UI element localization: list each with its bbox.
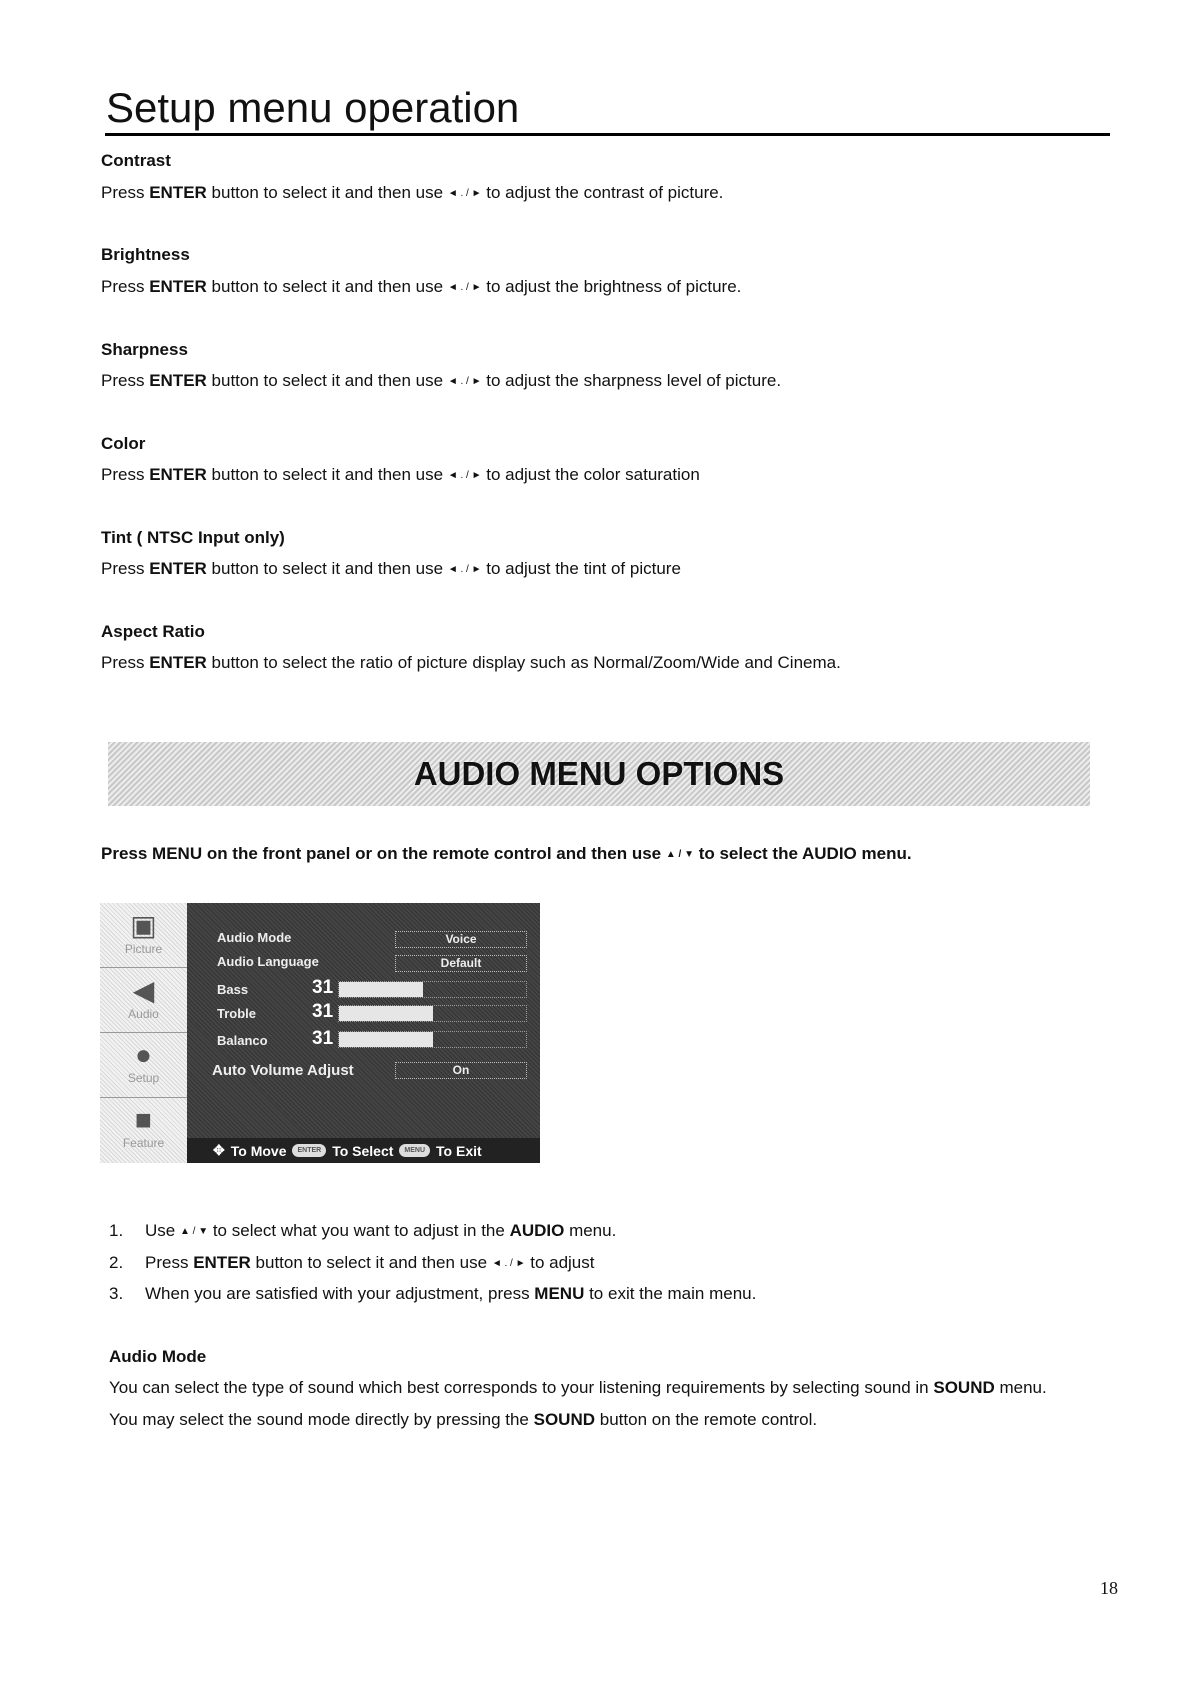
section-text bbox=[101, 277, 741, 297]
move-hint: To Move bbox=[230, 1142, 287, 1159]
text: to adjust the sharpness level of picture. bbox=[481, 371, 782, 390]
left-right-arrows-icon: ◄ . / ► bbox=[447, 376, 482, 387]
section-heading: Sharpness bbox=[101, 340, 188, 359]
bass-label: Bass bbox=[217, 982, 249, 997]
audio-mode-heading: Audio Mode bbox=[109, 1347, 207, 1366]
bold-text: ENTER bbox=[149, 371, 207, 390]
text: menu. bbox=[564, 1221, 617, 1240]
section-heading: Brightness bbox=[101, 245, 190, 264]
select-hint: To Select bbox=[332, 1142, 394, 1159]
step-number: 3. bbox=[109, 1284, 124, 1303]
banner-text: AUDIO MENU OPTIONS bbox=[413, 755, 785, 792]
audio-language-value: Default bbox=[395, 955, 527, 972]
page-number: 18 bbox=[1100, 1578, 1118, 1598]
audio-menu-screenshot bbox=[100, 903, 540, 1163]
section-text bbox=[101, 183, 723, 203]
menu-tab-feature bbox=[100, 1098, 187, 1162]
text: Press bbox=[101, 653, 150, 672]
menu-tab-audio bbox=[100, 968, 187, 1033]
feature-icon: ■ bbox=[135, 1104, 152, 1135]
text: Press bbox=[101, 559, 150, 578]
instruction-text-end: to select the AUDIO menu. bbox=[693, 844, 912, 863]
treble-bar bbox=[338, 1005, 527, 1022]
text: button to select it and then use bbox=[206, 371, 448, 390]
text: button to select the ratio of picture display such as Normal/Zoom/Wide and Cinema. bbox=[206, 653, 841, 672]
tv-icon: ▣ bbox=[130, 910, 157, 941]
text: button to select it and then use bbox=[206, 277, 448, 296]
text: Press bbox=[101, 183, 150, 202]
section-text bbox=[101, 465, 700, 485]
text: button to select it and then use bbox=[206, 559, 448, 578]
text: to exit the main menu. bbox=[584, 1284, 757, 1303]
text: Use bbox=[145, 1221, 180, 1240]
satellite-icon: ● bbox=[135, 1039, 152, 1070]
menu-sidebar bbox=[100, 903, 187, 1163]
menu-footer bbox=[187, 1138, 540, 1163]
balance-value: 31 bbox=[312, 1028, 334, 1049]
left-right-arrows-icon: ◄ . / ► bbox=[447, 470, 482, 481]
section-text bbox=[101, 559, 681, 579]
text: button to select it and then use bbox=[206, 465, 448, 484]
bold-text: ENTER bbox=[149, 653, 207, 672]
audio-mode-line-1 bbox=[109, 1378, 1047, 1398]
auto-volume-value: On bbox=[395, 1062, 527, 1079]
title-divider bbox=[105, 133, 1110, 136]
audio-instruction bbox=[101, 844, 912, 864]
balance-bar bbox=[338, 1031, 527, 1048]
text: to adjust the contrast of picture. bbox=[481, 183, 724, 202]
audio-mode-value: Voice bbox=[395, 931, 527, 948]
bold-text: ENTER bbox=[193, 1253, 251, 1272]
instruction-text: Press MENU on the front panel or on the remote control and then use bbox=[101, 844, 666, 863]
page-title: Setup menu operation bbox=[106, 84, 520, 131]
bass-bar-fill bbox=[339, 982, 423, 997]
bold-text: ENTER bbox=[149, 465, 207, 484]
audio-mode-label: Audio Mode bbox=[217, 930, 292, 945]
bold-text: SOUND bbox=[933, 1378, 995, 1397]
treble-label: Troble bbox=[217, 1006, 257, 1021]
text: Press bbox=[145, 1253, 194, 1272]
text: Press bbox=[101, 371, 150, 390]
speaker-icon: ◀ bbox=[132, 975, 155, 1006]
bold-text: ENTER bbox=[149, 183, 207, 202]
audio-menu-banner bbox=[108, 742, 1090, 806]
tab-label: Picture bbox=[124, 942, 163, 956]
left-right-arrows-icon: ◄ . / ► bbox=[447, 188, 482, 199]
bold-text: ENTER bbox=[149, 277, 207, 296]
balance-label: Balanco bbox=[217, 1033, 268, 1048]
menu-key-icon: MENU bbox=[399, 1144, 430, 1157]
enter-key-icon: ENTER bbox=[292, 1144, 326, 1157]
audio-language-label: Audio Language bbox=[217, 954, 319, 969]
text: to adjust bbox=[525, 1253, 595, 1272]
section-heading: Aspect Ratio bbox=[101, 622, 205, 641]
tab-label: Audio bbox=[128, 1007, 159, 1021]
text: You can select the type of sound which best corresponds to your listening requirements by selecting sound in bbox=[109, 1378, 934, 1397]
bass-value: 31 bbox=[312, 977, 334, 998]
step-text bbox=[145, 1221, 616, 1241]
arrows-icon: ▲ / ▼ bbox=[179, 1226, 209, 1237]
bold-text: MENU bbox=[534, 1284, 585, 1303]
text: button to select it and then use bbox=[206, 183, 448, 202]
section-heading: Color bbox=[101, 434, 146, 453]
tab-label: Feature bbox=[122, 1136, 165, 1150]
text: Press bbox=[101, 277, 150, 296]
section-heading: Tint ( NTSC Input only) bbox=[101, 528, 285, 547]
exit-hint: To Exit bbox=[436, 1142, 482, 1159]
text: button to select it and then use bbox=[250, 1253, 492, 1272]
menu-tab-picture bbox=[100, 903, 187, 968]
tab-label: Setup bbox=[127, 1071, 160, 1085]
text: to adjust the tint of picture bbox=[481, 559, 681, 578]
section-text bbox=[101, 653, 841, 673]
left-right-arrows-icon: ◄ . / ► bbox=[447, 282, 482, 293]
step-text bbox=[145, 1253, 595, 1273]
text: button on the remote control. bbox=[595, 1410, 818, 1429]
text: to adjust the color saturation bbox=[481, 465, 700, 484]
step-number: 1. bbox=[109, 1221, 124, 1240]
text: When you are satisfied with your adjustment, press bbox=[145, 1284, 535, 1303]
text: to select what you want to adjust in the bbox=[208, 1221, 510, 1240]
treble-bar-fill bbox=[339, 1006, 433, 1021]
section-text bbox=[101, 371, 781, 391]
bold-text: SOUND bbox=[533, 1410, 596, 1429]
bold-text: AUDIO bbox=[509, 1221, 565, 1240]
bass-bar bbox=[338, 981, 527, 998]
audio-mode-line-2 bbox=[109, 1410, 817, 1430]
bold-text: ENTER bbox=[149, 559, 207, 578]
auto-volume-label: Auto Volume Adjust bbox=[212, 1062, 354, 1079]
section-heading: Contrast bbox=[101, 151, 171, 170]
left-right-arrows-icon: ◄ . / ► bbox=[447, 564, 482, 575]
text: menu. bbox=[994, 1378, 1047, 1397]
arrows-icon: ◄ . / ► bbox=[491, 1258, 526, 1269]
step-number: 2. bbox=[109, 1253, 124, 1272]
treble-value: 31 bbox=[312, 1001, 334, 1022]
balance-bar-fill bbox=[339, 1032, 433, 1047]
text: Press bbox=[101, 465, 150, 484]
up-down-arrows-icon: ▲ / ▼ bbox=[665, 849, 694, 860]
text: to adjust the brightness of picture. bbox=[481, 277, 742, 296]
step-text bbox=[145, 1284, 756, 1304]
text: You may select the sound mode directly by pressing the bbox=[109, 1410, 534, 1429]
menu-panel bbox=[187, 903, 540, 1163]
menu-tab-setup bbox=[100, 1033, 187, 1098]
move-arrows-icon: ✥ bbox=[213, 1142, 225, 1158]
